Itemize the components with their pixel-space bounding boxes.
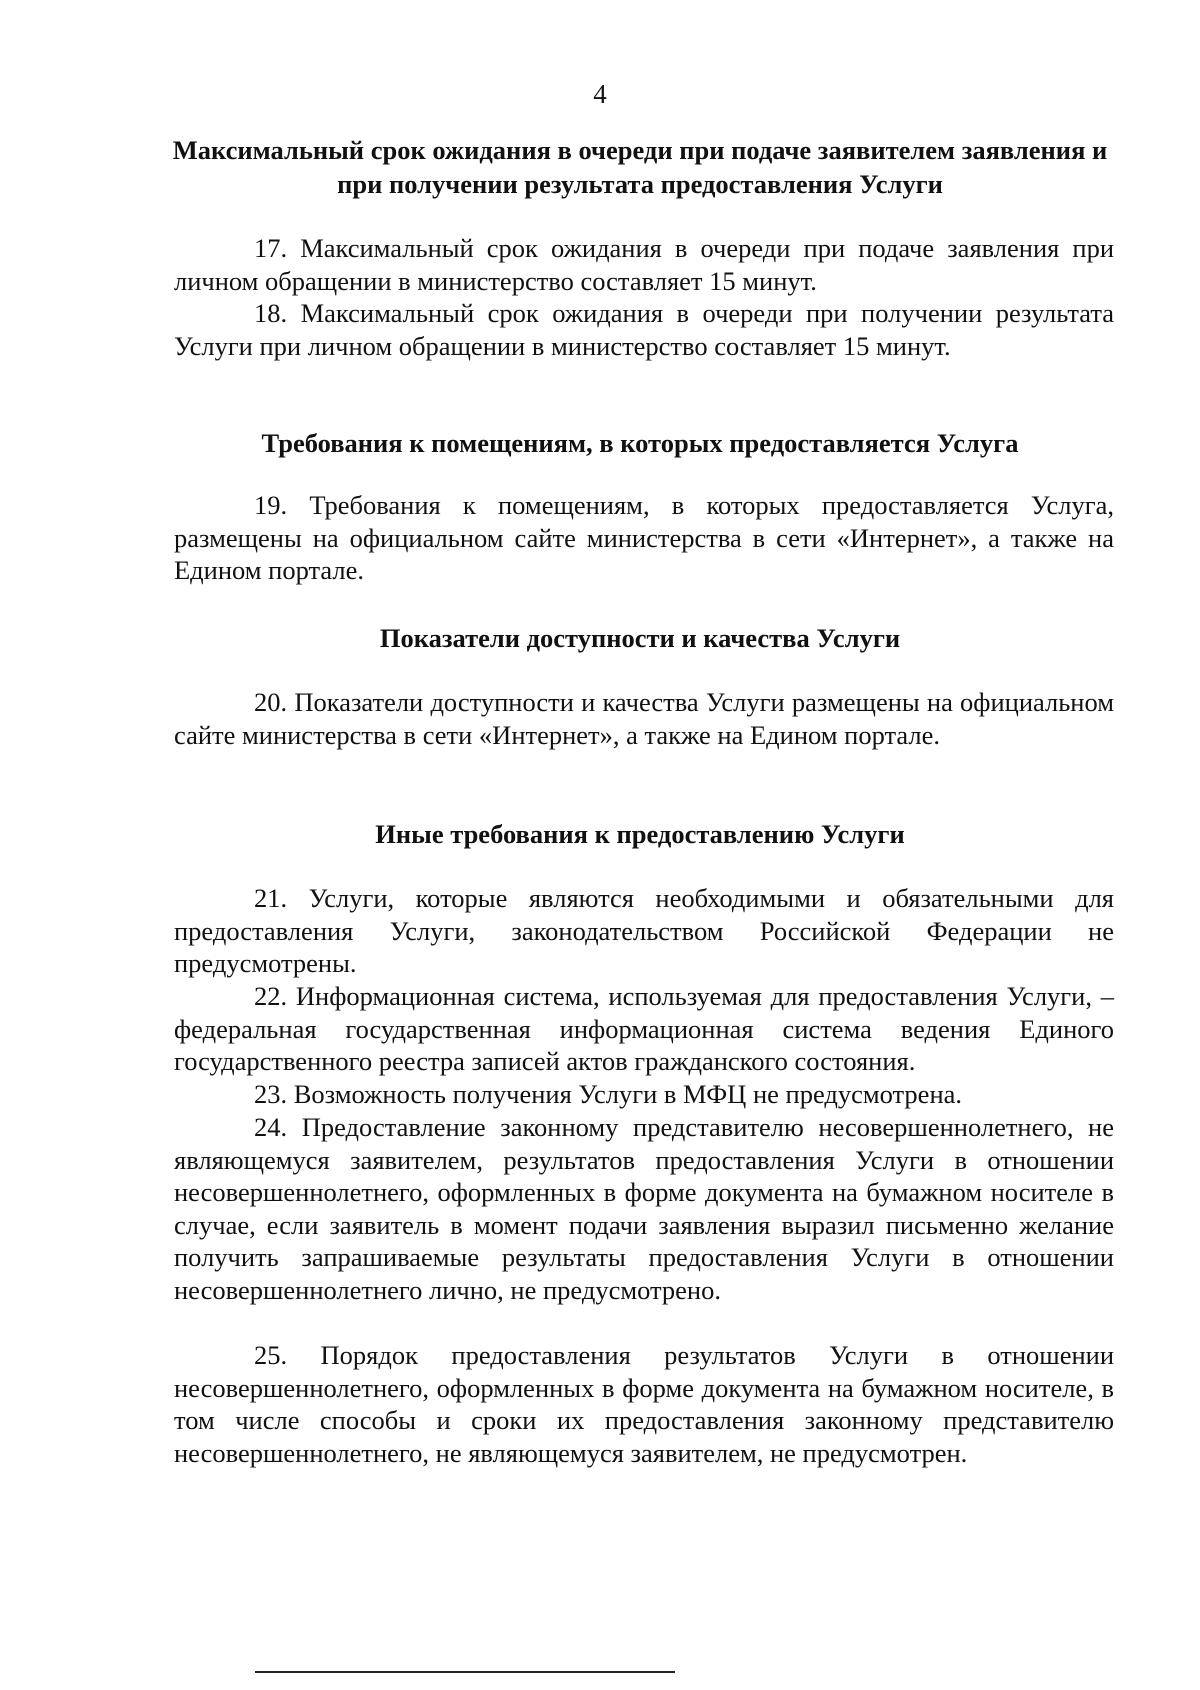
paragraph-24 <box>174 1111 1114 1306</box>
paragraph-21 <box>174 882 1114 980</box>
paragraph-20 <box>174 686 1114 751</box>
paragraph-number: 24. <box>254 1112 288 1142</box>
paragraph-text: Предоставление законному представителю несовершеннолетнего, не являющемуся заявителем, результатов предоставления Услуги в отношении несовершеннолетнего, оформленных в форме документа на бумажном носителе в случае, если заявитель в момент подачи заявления выразил письменно желание получить запрашиваемые результаты предоставления Услуги в отношении несовершеннолетнего лично, не предусмотрено. <box>174 1112 1115 1305</box>
paragraph-text: Показатели доступности и качества Услуги размещены на официальном сайте министерства в сети «Интернет», а также на Едином портале. <box>174 687 1114 750</box>
paragraph-text: Возможность получения Услуги в МФЦ не предусмотрена. <box>293 1079 963 1109</box>
paragraph-19 <box>174 489 1114 587</box>
paragraph-number: 23. <box>254 1079 288 1109</box>
bottom-rule <box>255 1671 675 1673</box>
section-heading-other-requirements: Иные требования к предоставлению Услуги <box>375 819 905 849</box>
section-heading-premises: Требования к помещениям, в которых предоставляется Услуга <box>261 428 1019 458</box>
paragraph-number: 21. <box>254 883 288 913</box>
paragraph-number: 25. <box>254 1340 288 1370</box>
paragraph-number: 18. <box>254 298 288 328</box>
paragraph-text: Услуги, которые являются необходимыми и обязательными для предоставления Услуги, законодательством Российской Федерации не предусмотрены. <box>174 883 1114 978</box>
paragraph-22 <box>174 980 1114 1078</box>
section-heading-queue-time: Максимальный срок ожидания в очереди при подаче заявителем заявления и при получении результата предоставления Услуги <box>172 135 1108 199</box>
section-heading-quality: Показатели доступности и качества Услуги <box>379 623 901 653</box>
paragraph-text: Максимальный срок ожидания в очереди при подаче заявления при личном обращении в министерство составляет 15 минут. <box>174 233 1115 296</box>
paragraph-number: 20. <box>254 687 288 717</box>
paragraph-text: Требования к помещениям, в которых предоставляется Услуга, размещены на официальном сайте министерства в сети «Интернет», а также на Едином портале. <box>174 490 1114 585</box>
paragraph-17 <box>174 232 1114 297</box>
paragraph-text: Максимальный срок ожидания в очереди при получении результата Услуги при личном обращении в министерство составляет 15 минут. <box>174 298 1114 361</box>
paragraph-23 <box>174 1078 1114 1111</box>
paragraph-number: 17. <box>254 233 288 263</box>
page-number: 4 <box>593 79 607 109</box>
paragraph-25 <box>174 1339 1114 1469</box>
paragraph-text: Порядок предоставления результатов Услуги в отношении несовершеннолетнего, оформленных в форме документа на бумажном носителе, в том числе способы и сроки их предоставления законному представителю несовершеннолетнего, не являющемуся заявителем, не предусмотрен. <box>174 1340 1115 1468</box>
paragraph-number: 22. <box>254 981 288 1011</box>
paragraph-number: 19. <box>254 490 288 520</box>
paragraph-18 <box>174 297 1114 362</box>
paragraph-text: Информационная система, используемая для предоставления Услуги, – федеральная государственная информационная система ведения Единого государственного реестра записей актов гражданского состояния. <box>174 981 1115 1076</box>
